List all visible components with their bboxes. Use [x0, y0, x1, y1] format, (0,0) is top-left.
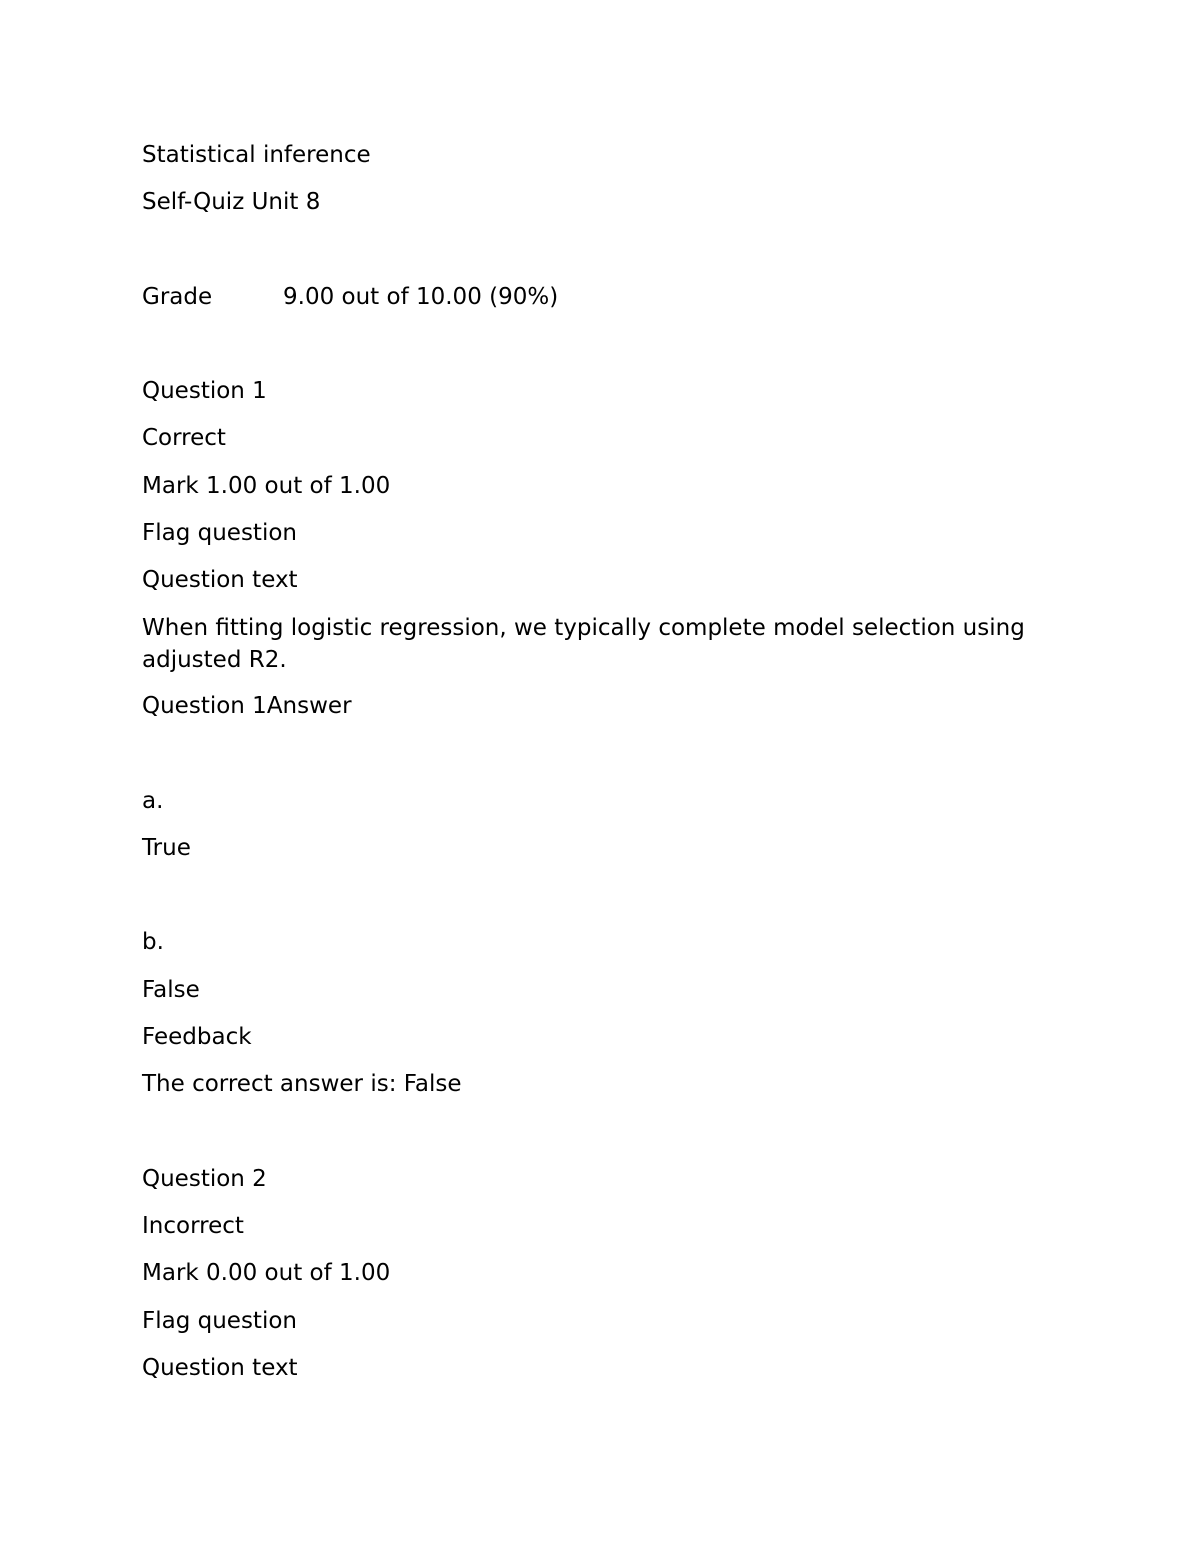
question-1-flag[interactable]: Flag question	[142, 520, 297, 546]
grade-label: Grade	[142, 284, 213, 310]
question-1-mark: Mark 1.00 out of 1.00	[142, 473, 391, 499]
question-1-status: Correct	[142, 425, 226, 451]
question-1-feedback-text: The correct answer is: False	[142, 1071, 462, 1097]
option-b-letter: b.	[142, 929, 164, 955]
question-2-flag[interactable]: Flag question	[142, 1308, 297, 1334]
grade-value: 9.00 out of 10.00 (90%)	[283, 284, 559, 310]
option-b-text[interactable]: False	[142, 977, 200, 1003]
option-a-letter: a.	[142, 788, 164, 814]
course-title: Statistical inference	[142, 142, 371, 168]
question-1-text: When fitting logistic regression, we typically complete model selection using adjusted R2.	[142, 615, 1025, 673]
question-2-heading: Question 2	[142, 1166, 267, 1192]
grade-row	[142, 281, 642, 313]
question-2-text-label: Question text	[142, 1355, 298, 1381]
question-2-mark: Mark 0.00 out of 1.00	[142, 1260, 391, 1286]
question-1-text-label: Question text	[142, 567, 298, 593]
option-a-text[interactable]: True	[142, 835, 191, 861]
question-1-feedback-label: Feedback	[142, 1024, 252, 1050]
quiz-title: Self-Quiz Unit 8	[142, 189, 321, 215]
question-1-answer-label: Question 1Answer	[142, 693, 352, 719]
question-1-heading: Question 1	[142, 378, 267, 404]
question-2-status: Incorrect	[142, 1213, 244, 1239]
